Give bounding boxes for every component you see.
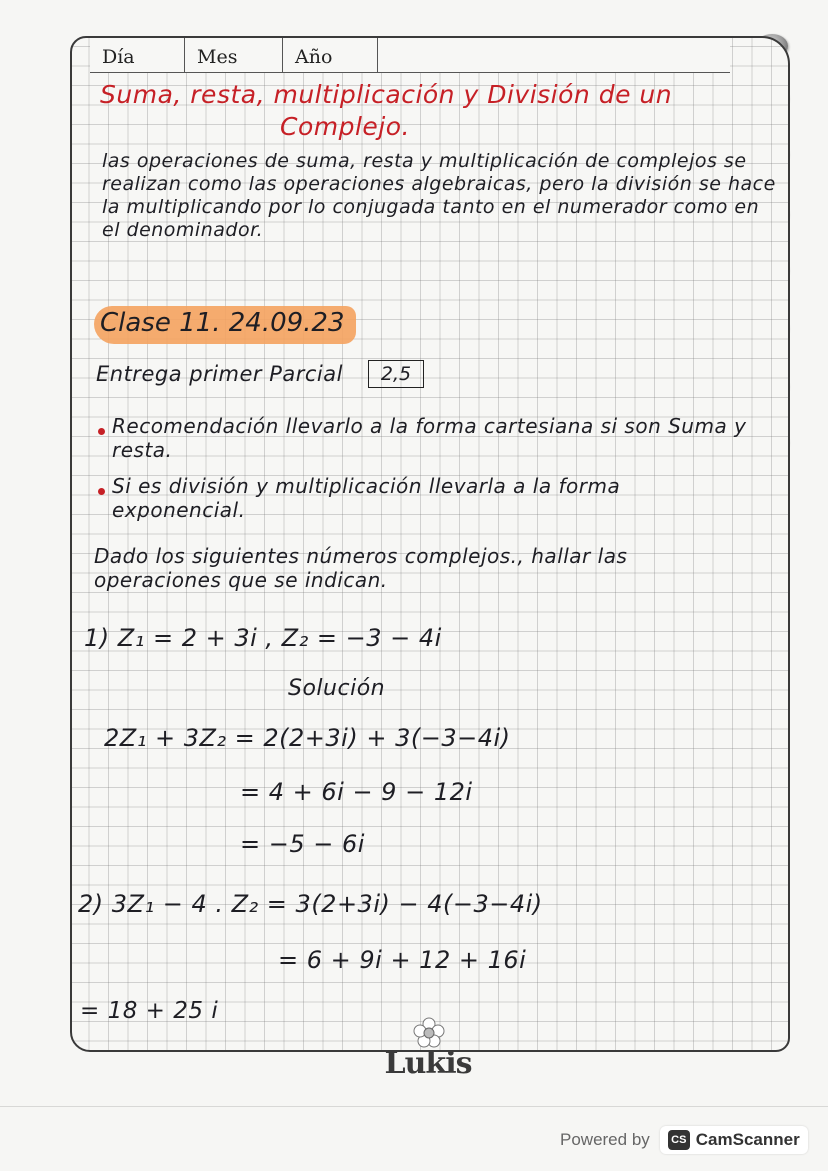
page-edge	[0, 1106, 828, 1107]
bullet-item: Recomendación llevarlo a la forma cartesiana si son Suma y resta.	[112, 414, 747, 462]
date-ano-label: Año	[283, 38, 378, 72]
grade-box: 2,5	[368, 360, 424, 388]
equation-step: = 6 + 9i + 12 + 16i	[278, 946, 527, 974]
camscanner-footer	[560, 1124, 808, 1156]
camscanner-badge[interactable]	[660, 1126, 808, 1154]
equation-step: 2Z₁ + 3Z₂ = 2(2+3i) + 3(−3−4i)	[104, 724, 511, 752]
equation-step: = −5 − 6i	[240, 830, 365, 858]
bullet-item: Si es división y multiplicación llevarla a la forma exponencial.	[112, 474, 621, 522]
brand-logo	[380, 1016, 476, 1086]
equation-step: = 4 + 6i − 9 − 12i	[240, 778, 473, 806]
delivery-text: Entrega primer Parcial	[96, 362, 343, 386]
exercise-prompt: Dado los siguientes números complejos., hallar las operaciones que se indican.	[94, 544, 628, 592]
date-header	[90, 38, 730, 73]
date-mes-label: Mes	[185, 38, 283, 72]
problem-2: 2) 3Z₁ − 4 . Z₂ = 3(2+3i) − 4(−3−4i)	[78, 890, 543, 918]
flower-icon	[412, 1016, 446, 1050]
bullet-icon	[98, 428, 105, 435]
problem-1: 1) Z₁ = 2 + 3i , Z₂ = −3 − 4i	[84, 624, 442, 652]
equation-result: = 18 + 25 i	[80, 998, 219, 1024]
page-title-line2: Complejo.	[280, 112, 410, 141]
intro-paragraph: las operaciones de suma, resta y multiplicación de complejos se realizan como las operaciones algebraicas, pero la división se hace la multiplicando por lo conjugada tanto en el numerador como en el denominador.	[102, 150, 776, 241]
brand-name: Lukis	[384, 1046, 472, 1081]
page-title-line1: Suma, resta, multiplicación y División de un	[100, 80, 673, 109]
powered-by-text: Powered by	[560, 1130, 650, 1149]
date-dia-label: Día	[90, 38, 185, 72]
bullet-icon	[98, 488, 105, 495]
solution-label: Solución	[288, 676, 386, 701]
camscanner-logo-icon: CS	[668, 1130, 690, 1150]
notebook-sheet	[70, 36, 790, 1052]
class-label: Clase 11. 24.09.23	[100, 308, 345, 338]
camscanner-name: CamScanner	[695, 1130, 800, 1149]
